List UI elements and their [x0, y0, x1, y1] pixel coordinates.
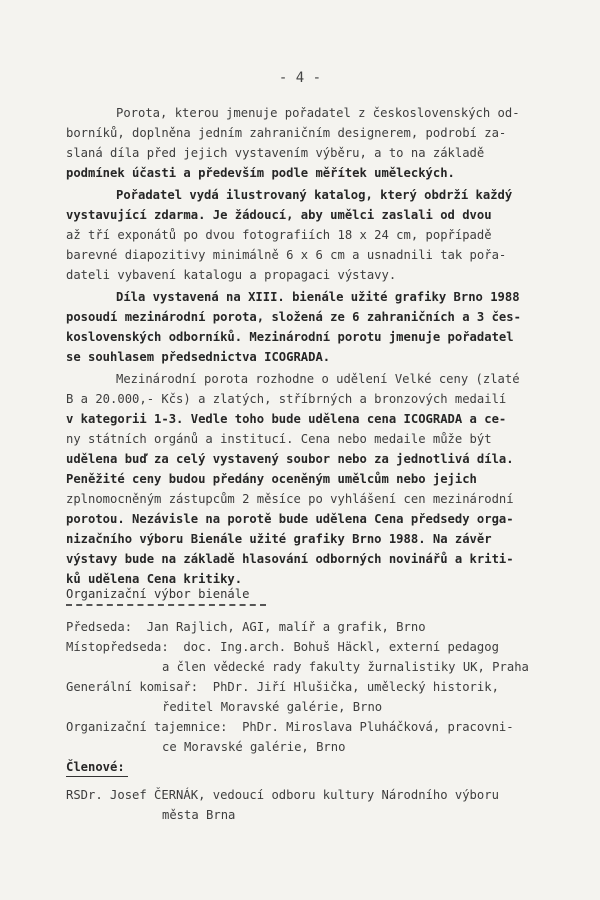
text-line: barevné diapozitivy minimálně 6 x 6 cm a usnadnili tak pořa-: [66, 248, 507, 262]
text-line: posoudí mezinárodní porota, složená ze 6 zahraničních a 3 čes-: [66, 310, 521, 324]
text-line: borníků, doplněna jedním zahraničním designerem, podrobí za-: [66, 126, 507, 140]
text-line: v kategorii 1-3. Vedle toho bude udělena cena ICOGRADA a ce-: [66, 412, 507, 426]
text-line: nizačního výboru Bienále užité grafiky Brno 1988. Na závěr: [66, 532, 492, 546]
text-line: porotou. Nezávisle na porotě bude udělena Cena předsedy orga-: [66, 512, 514, 526]
committee-line: ce Moravské galérie, Brno: [162, 740, 346, 754]
text-line: ny státních orgánů a institucí. Cena nebo medaile může být: [66, 432, 492, 446]
committee-line: Předseda: Jan Rajlich, AGI, malíř a grafik, Brno: [66, 620, 426, 634]
text-line: dateli vybavení katalogu a propagaci výstavy.: [66, 268, 397, 282]
text-line: až tří exponátů po dvou fotografiích 18 x 24 cm, popřípadě: [66, 228, 492, 242]
text-line: se souhlasem předsednictva ICOGRADA.: [66, 350, 331, 364]
heading-underline: [66, 604, 266, 606]
committee-line: Generální komisař: PhDr. Jiří Hlušička, umělecký historik,: [66, 680, 499, 694]
committee-line: Místopředseda: doc. Ing.arch. Bohuš Häckl, externí pedagog: [66, 640, 499, 654]
text-line: podmínek účasti a především podle měřítek uměleckých.: [66, 166, 455, 180]
text-line: B a 20.000,- Kčs) a zlatých, stříbrných a bronzových medailí: [66, 392, 507, 406]
text-line: Díla vystavená na XIII. bienále užité grafiky Brno 1988: [116, 290, 520, 304]
text-line: Peněžité ceny budou předány oceněným umělcům nebo jejich: [66, 472, 477, 486]
text-line: zplnomocněným zástupcům 2 měsíce po vyhlášení cen mezinárodní: [66, 492, 514, 506]
text-line: výstavy bude na základě hlasování odborných novinářů a kriti-: [66, 552, 514, 566]
text-line: slaná díla před jejich vystavením výběru, a to na základě: [66, 146, 485, 160]
text-line: Porota, kterou jmenuje pořadatel z československých od-: [116, 106, 520, 120]
committee-line: Organizační tajemnice: PhDr. Miroslava Pluháčková, pracovni-: [66, 720, 514, 734]
page-number: - 4 -: [278, 70, 322, 86]
member-line: RSDr. Josef ČERNÁK, vedoucí odboru kultury Národního výboru: [66, 788, 499, 802]
text-line: Pořadatel vydá ilustrovaný katalog, který obdrží každý: [116, 188, 513, 202]
committee-heading: Organizační výbor bienále: [66, 587, 250, 601]
committee-line: ředitel Moravské galérie, Brno: [162, 700, 383, 714]
text-line: ků udělena Cena kritiky.: [66, 572, 243, 586]
member-line: města Brna: [162, 808, 236, 822]
text-line: udělena buď za celý vystavený soubor nebo za jednotlivá díla.: [66, 452, 514, 466]
text-line: koslovenských odborníků. Mezinárodní porotu jmenuje pořadatel: [66, 330, 514, 344]
committee-line: a člen vědecké rady fakulty žurnalistiky UK, Praha: [162, 660, 529, 674]
text-line: Mezinárodní porota rozhodne o udělení Velké ceny (zlaté: [116, 372, 520, 386]
text-line: vystavující zdarma. Je žádoucí, aby umělci zaslali od dvou: [66, 208, 492, 222]
members-underline: [66, 776, 128, 777]
members-heading: Členové:: [66, 760, 125, 774]
